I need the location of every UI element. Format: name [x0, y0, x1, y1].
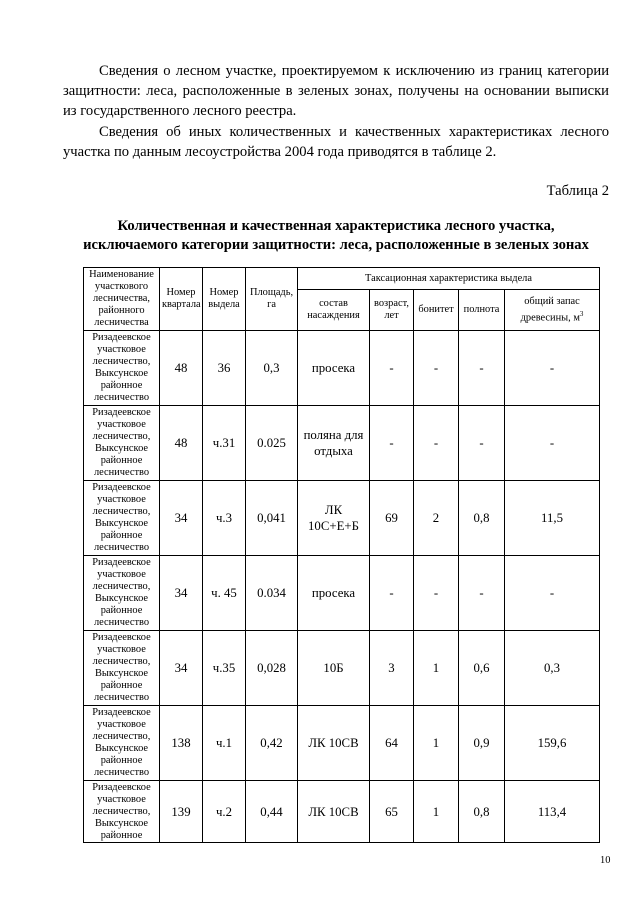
- cell-quarter: 48: [160, 331, 203, 406]
- cell-quarter: 139: [160, 781, 203, 843]
- cell-bonitet: -: [414, 331, 459, 406]
- cell-bonitet: 2: [414, 481, 459, 556]
- cell-age: 65: [370, 781, 414, 843]
- cell-composition: 10Б: [298, 631, 370, 706]
- cell-bonitet: 1: [414, 706, 459, 781]
- cell-area: 0,041: [246, 481, 298, 556]
- table-row: [84, 331, 600, 406]
- cell-name: Ризадеевское участковое лесничество, Выксунское районное лесничество: [84, 706, 160, 781]
- table-title-line-1: Количественная и качественная характеристика лесного участка,: [117, 218, 555, 234]
- table-label: Таблица 2: [546, 183, 609, 199]
- cell-bonitet: 1: [414, 631, 459, 706]
- table-title: [63, 217, 609, 255]
- cell-name: Ризадеевское участковое лесничество, Выксунское районное лесничество: [84, 631, 160, 706]
- table-row: [84, 556, 600, 631]
- cell-area: 0,42: [246, 706, 298, 781]
- cell-age: 3: [370, 631, 414, 706]
- cell-stock: 11,5: [505, 481, 600, 556]
- cell-section: ч. 45: [203, 556, 246, 631]
- header-section: Номер выдела: [203, 268, 246, 331]
- cell-quarter: 138: [160, 706, 203, 781]
- cell-composition: ЛК 10СВ: [298, 706, 370, 781]
- cell-bonitet: -: [414, 556, 459, 631]
- table-row: [84, 706, 600, 781]
- cell-density: 0,8: [459, 481, 505, 556]
- forest-plot-table: [83, 267, 600, 843]
- cell-name: Ризадеевское участковое лесничество, Выксунское районное лесничество: [84, 556, 160, 631]
- cell-quarter: 34: [160, 481, 203, 556]
- cell-bonitet: 1: [414, 781, 459, 843]
- cell-composition: просека: [298, 556, 370, 631]
- cell-name: Ризадеевское участковое лесничество, Выксунское районное лесничество: [84, 406, 160, 481]
- cell-name: Ризадеевское участковое лесничество, Выксунское районное лесничество: [84, 331, 160, 406]
- table-title-line-2: исключаемого категории защитности: леса, расположенные в зеленых зонах: [83, 237, 589, 253]
- cell-age: 69: [370, 481, 414, 556]
- cell-density: -: [459, 331, 505, 406]
- cell-section: ч.3: [203, 481, 246, 556]
- cell-section: ч.31: [203, 406, 246, 481]
- cell-density: 0,8: [459, 781, 505, 843]
- cell-stock: 113,4: [505, 781, 600, 843]
- header-area: Площадь, га: [246, 268, 298, 331]
- cell-composition: ЛК 10СВ: [298, 781, 370, 843]
- cell-section: 36: [203, 331, 246, 406]
- table-row: [84, 481, 600, 556]
- cell-age: -: [370, 556, 414, 631]
- cell-composition: просека: [298, 331, 370, 406]
- cell-stock: -: [505, 406, 600, 481]
- cell-density: 0,6: [459, 631, 505, 706]
- cell-quarter: 34: [160, 631, 203, 706]
- header-stock: общий запас древесины, $м^3$: [505, 290, 600, 331]
- cell-age: 64: [370, 706, 414, 781]
- cell-density: 0,9: [459, 706, 505, 781]
- table-row: [84, 631, 600, 706]
- cell-name: Ризадеевское участковое лесничество, Выксунское районное лесничество: [84, 481, 160, 556]
- cell-density: -: [459, 406, 505, 481]
- header-age: возраст, лет: [370, 290, 414, 331]
- header-composition: состав насаждения: [298, 290, 370, 331]
- cell-stock: 159,6: [505, 706, 600, 781]
- table-row: [84, 406, 600, 481]
- cell-area: 0,44: [246, 781, 298, 843]
- cell-quarter: 34: [160, 556, 203, 631]
- cell-age: -: [370, 331, 414, 406]
- cell-section: ч.2: [203, 781, 246, 843]
- cell-quarter: 48: [160, 406, 203, 481]
- header-name: Наименование участкового лесничества, районного лесничества: [84, 268, 160, 331]
- cell-bonitet: -: [414, 406, 459, 481]
- cell-section: ч.35: [203, 631, 246, 706]
- cell-age: -: [370, 406, 414, 481]
- intro-paragraph: Сведения о лесном участке, проектируемом к исключению из границ категории защитности: леса, расположенные в зеленых зонах, получены на основании выписки из государственного лесного реестра.: [63, 63, 609, 119]
- header-density: полнота: [459, 290, 505, 331]
- table-row: [84, 781, 600, 843]
- cell-stock: -: [505, 556, 600, 631]
- cell-area: 0,3: [246, 331, 298, 406]
- cell-stock: -: [505, 331, 600, 406]
- cell-density: -: [459, 556, 505, 631]
- header-bonitet: бонитет: [414, 290, 459, 331]
- header-taxation-group: Таксационная характеристика выдела: [298, 268, 600, 290]
- cell-stock: 0,3: [505, 631, 600, 706]
- header-quarter: Номер квартала: [160, 268, 203, 331]
- reference-paragraph: Сведения об иных количественных и качественных характеристиках лесного участка по данным лесоустройства 2004 года приводятся в таблице 2.: [63, 124, 609, 160]
- cell-area: 0,028: [246, 631, 298, 706]
- cell-section: ч.1: [203, 706, 246, 781]
- cell-area: 0.025: [246, 406, 298, 481]
- cell-composition: поляна для отдыха: [298, 406, 370, 481]
- page-number: 10: [600, 855, 611, 866]
- cell-area: 0.034: [246, 556, 298, 631]
- cell-composition: ЛК 10С+Е+Б: [298, 481, 370, 556]
- cell-name: Ризадеевское участковое лесничество, Выксунское районное: [84, 781, 160, 843]
